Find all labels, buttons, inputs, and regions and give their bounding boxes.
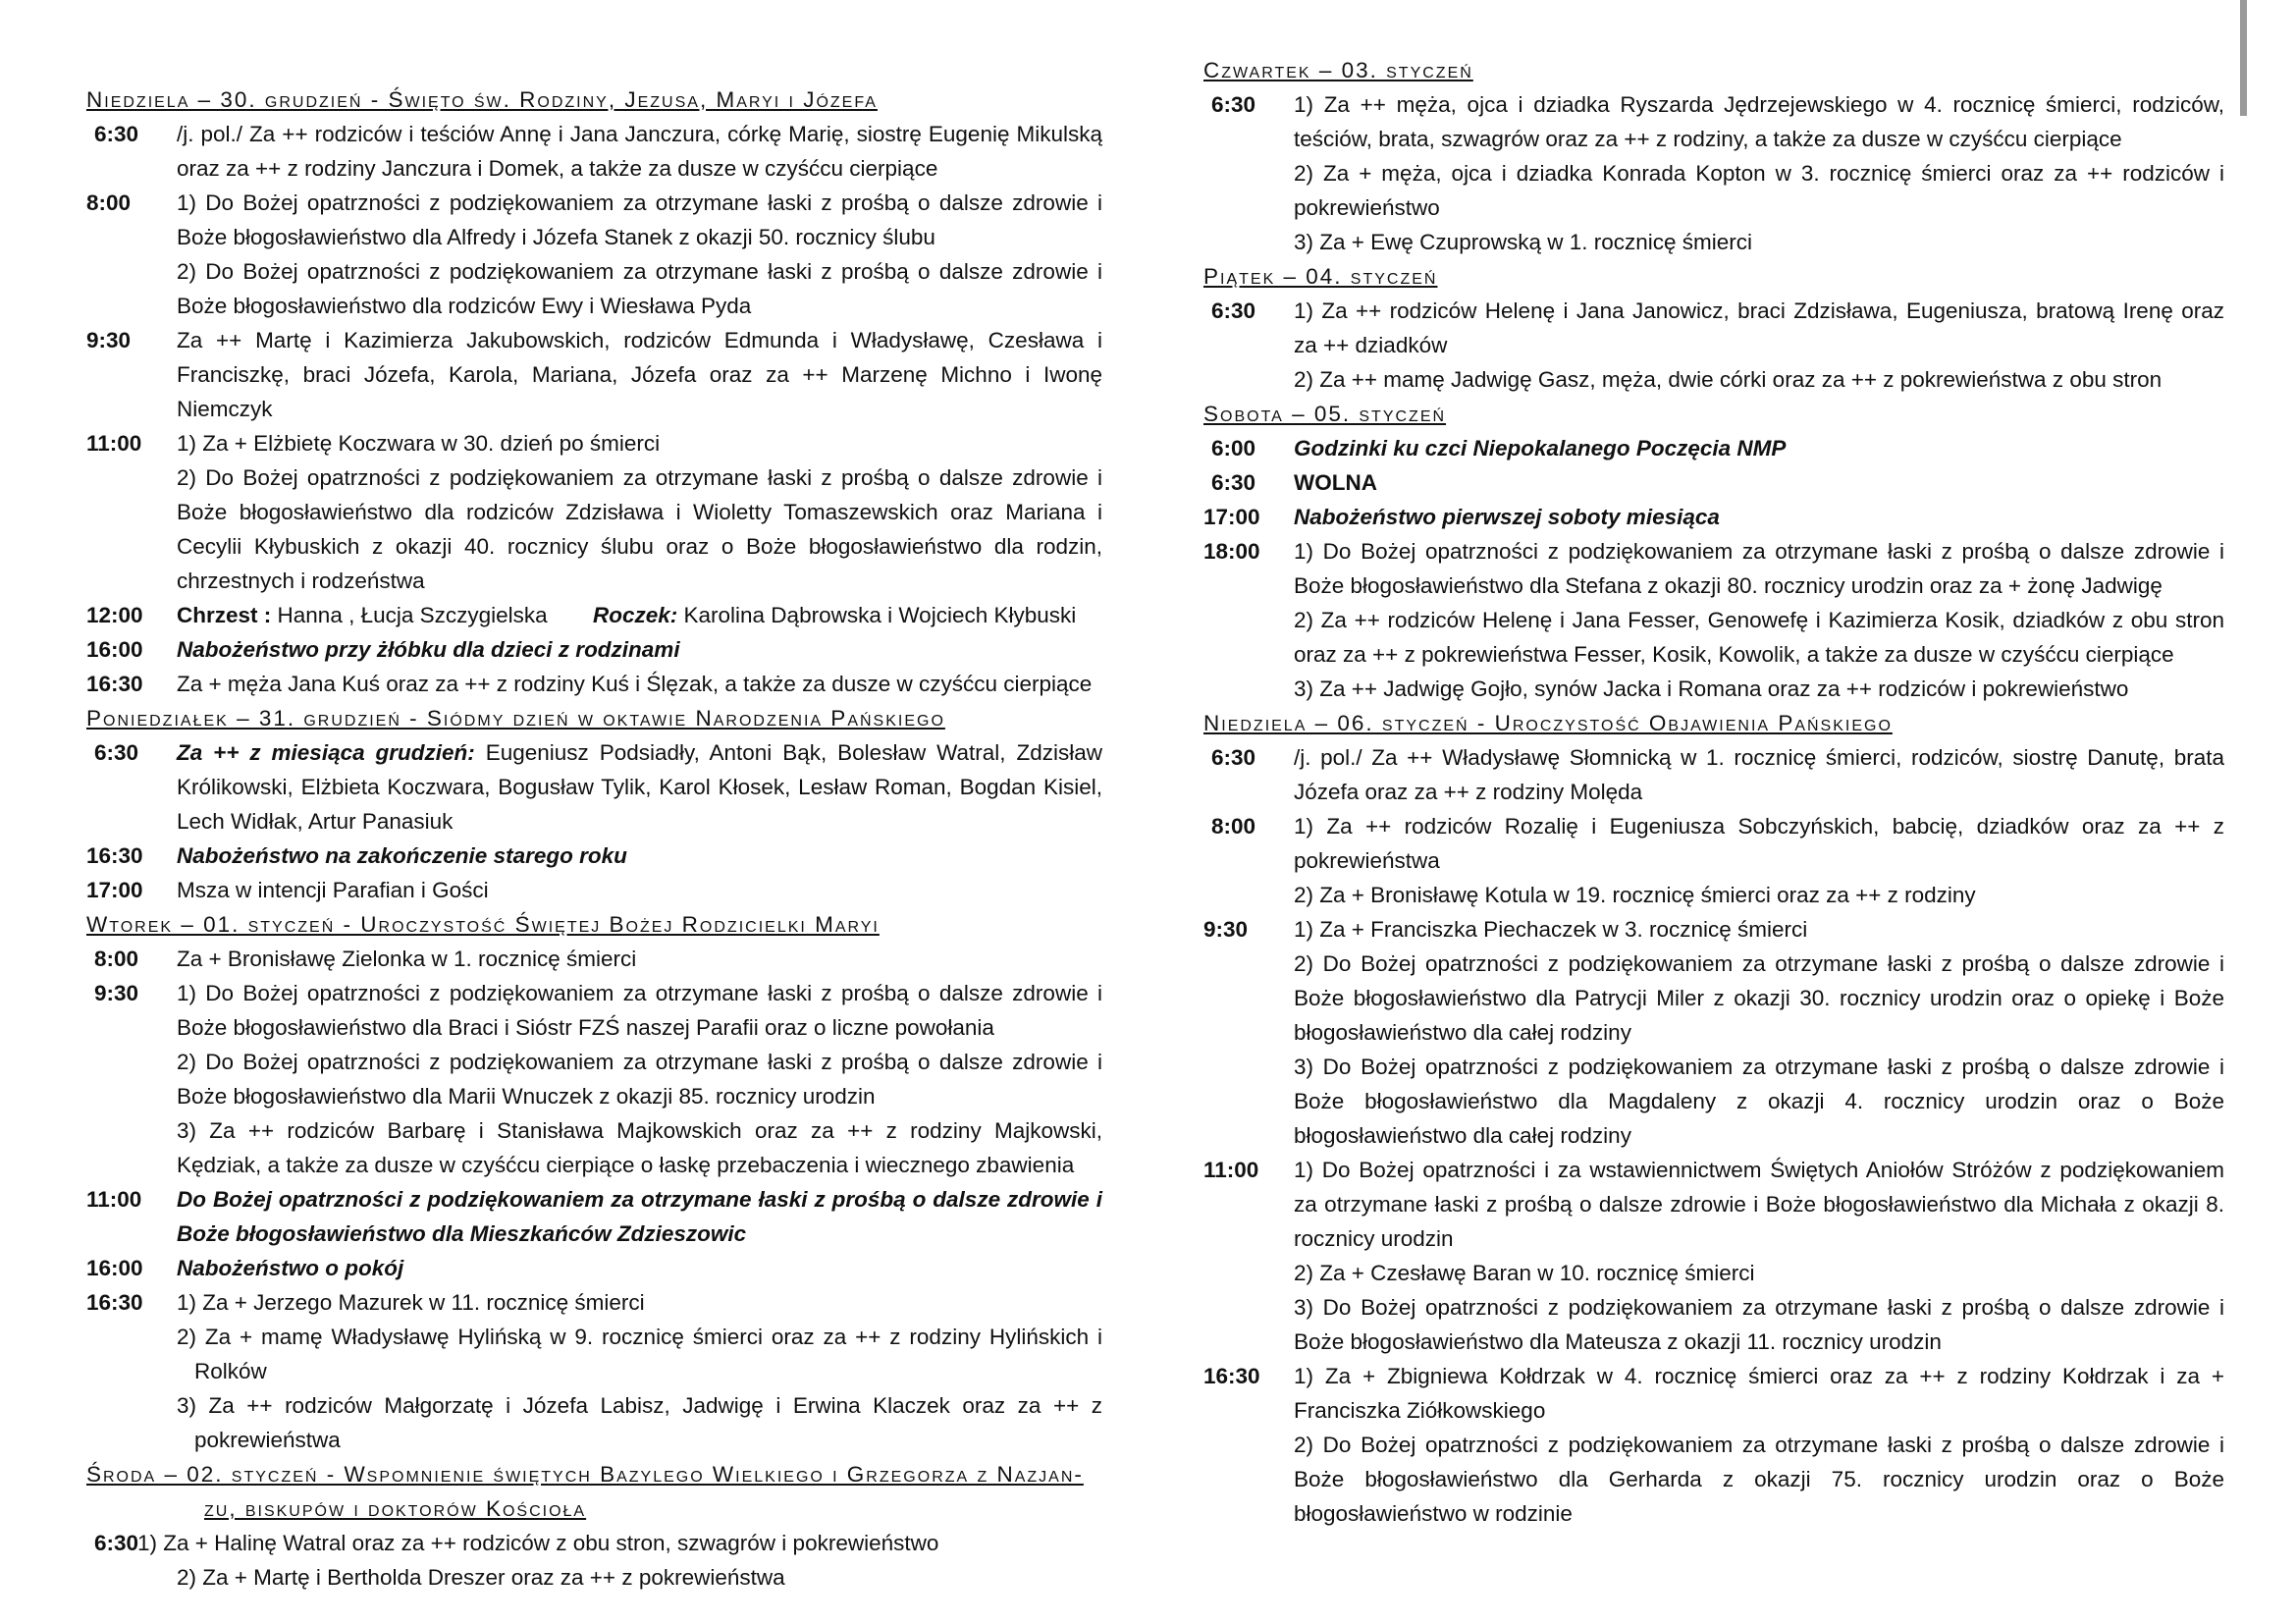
heading-line-1: Środa – 02. styczeń - Wspomnienie świętych Bazylego Wielkiego i Grzegorza z Nazjan- — [86, 1462, 1084, 1487]
intention: Za ++ Martę i Kazimierza Jakubowskich, rodziców Edmunda i Władysławę, Czesława i Franciszkę, braci Józefa, Karola, Mariana, Józefa oraz za ++ Marzenę Michno i Iwonę Niemczyk — [177, 328, 1102, 421]
intention: 3) Za ++ rodziców Małgorzatę i Józefa Labisz, Jadwigę i Erwina Klaczek oraz za ++ z pokrewieństwa — [177, 1393, 1102, 1452]
intention: 1) Do Bożej opatrzności z podziękowaniem za otrzymane łaski z prośbą o dalsze zdrowie i Boże błogosławieństwo dla Braci i Sióstr FZŚ naszej Parafii oraz o liczne powołania — [177, 981, 1102, 1040]
mass-time: 16:30 — [86, 1290, 143, 1315]
intention: Msza w intencji Parafian i Gości — [177, 878, 489, 902]
mass-entry — [1203, 912, 2224, 1153]
mass-entry — [86, 426, 1102, 598]
mass-entry — [1203, 87, 2224, 259]
mass-time: 8:00 — [1211, 814, 1256, 839]
mass-entry — [1203, 534, 2224, 706]
mass-time: 6:30 — [1211, 470, 1256, 495]
mass-time: 6:30 — [94, 1531, 139, 1555]
intention: 2) Za + Martę i Bertholda Dreszer oraz za ++ z pokrewieństwa — [177, 1565, 785, 1590]
mass-time: 17:00 — [1203, 505, 1260, 529]
intention: 3) Za ++ Jadwigę Gojło, synów Jacka i Romana oraz za ++ rodziców i pokrewieństwo — [1294, 677, 2129, 701]
mass-time: 17:00 — [86, 878, 143, 902]
mass-time: 6:30 — [1211, 92, 1256, 117]
intention: 1) Za + Franciszka Piechaczek w 3. rocznicę śmierci — [1294, 917, 1808, 942]
scrollbar-thumb[interactable] — [2240, 0, 2247, 116]
intention: 3) Do Bożej opatrzności z podziękowaniem za otrzymane łaski z prośbą o dalsze zdrowie i Boże błogosławieństwo dla Mateusza z okazji 11. rocznicy urodzin — [1294, 1295, 2224, 1354]
right-column — [1203, 0, 2224, 1531]
intention: /j. pol./ Za ++ Władysławę Słomnicką w 1. rocznicę śmierci, rodziców, siostrę Danutę, brata Józefa oraz za ++ z rodziny Molęda — [1294, 745, 2224, 804]
month-names: Eugeniusz Podsiadły, Antoni Bąk, Bolesław Watral, Zdzisław Królikowski, Elżbieta Koczwara, Bogusław Tylik, Karol Kłosek, Lesław Roman, Bogdan Kisiel, Lech Widłak, Artur Panasiuk — [177, 740, 1102, 834]
mass-time: 8:00 — [86, 190, 132, 215]
birthday-label: Roczek: — [592, 603, 678, 627]
mass-time: 11:00 — [86, 1187, 142, 1212]
mass-entry — [86, 117, 1102, 186]
mass-entry — [86, 942, 1102, 976]
intention: 2) Za + mamę Władysławę Hylińską w 9. rocznicę śmierci oraz za ++ z rodziny Hylińskich i Rolków — [177, 1325, 1102, 1383]
mass-entry — [86, 839, 1102, 873]
mass-entry — [1203, 431, 2224, 465]
mass-time: 16:00 — [86, 637, 143, 662]
day-heading-friday-04: Piątek – 04. styczeń — [1203, 264, 1438, 289]
day-heading-tuesday-01: Wtorek – 01. styczeń - Uroczystość Świętej Bożej Rodzicielki Maryi — [86, 912, 880, 937]
intention: 1) Za ++ rodziców Rozalię i Eugeniusza Sobczyńskich, babcię, dziadków oraz za ++ z pokrewieństwa — [1294, 814, 2224, 873]
mass-time: 6:30 — [1211, 298, 1256, 323]
intention: /j. pol./ Za ++ rodziców i teściów Annę i Jana Janczura, córkę Marię, siostrę Eugenię Mikulską oraz za ++ z rodziny Janczura i Domek, a także za dusze w czyśćcu cierpiące — [177, 122, 1102, 181]
intention: 2) Za + Bronisławę Kotula w 19. rocznicę śmierci oraz za ++ z rodziny — [1294, 883, 1976, 907]
intention — [177, 735, 1102, 839]
mass-time: 6:30 — [94, 740, 139, 765]
intention: 1) Za + Zbigniewa Kołdrzak w 4. rocznicę śmierci oraz za ++ z rodziny Kołdrzak i za + Franciszka Ziółkowskiego — [1294, 1364, 2224, 1423]
service: Nabożeństwo o pokój — [177, 1256, 404, 1280]
intention: 2) Do Bożej opatrzności z podziękowaniem za otrzymane łaski z prośbą o dalsze zdrowie i Boże błogosławieństwo dla Patrycji Miler z okazji 30. rocznicy urodzin oraz o opiekę i Boże błogosławieństwo dla całej rodziny — [1294, 951, 2224, 1045]
mass-entry — [1203, 809, 2224, 912]
intention: Za + męża Jana Kuś oraz za ++ z rodziny Kuś i Ślęzak, a także za dusze w czyśćcu cierpiące — [177, 672, 1093, 696]
intention: 1) Za + Halinę Watral oraz za ++ rodziców z obu stron, szwagrów i pokrewieństwo — [137, 1531, 939, 1555]
mass-entry — [1203, 1359, 2224, 1531]
mass-time: 16:30 — [86, 672, 143, 696]
heading-line-2: zu, biskupów i doktorów Kościoła — [204, 1496, 587, 1521]
baptism-label: Chrzest : — [177, 603, 272, 627]
service: Nabożeństwo pierwszej soboty miesiąca — [1294, 505, 1720, 529]
intention: 3) Za + Ewę Czuprowską w 1. rocznicę śmierci — [1294, 230, 1753, 254]
intention: 2) Do Bożej opatrzności z podziękowaniem za otrzymane łaski z prośbą o dalsze zdrowie i Boże błogosławieństwo dla Marii Wnuczek z okazji 85. rocznicy urodzin — [177, 1050, 1102, 1109]
mass-entry — [86, 632, 1102, 667]
intention: 1) Za + Jerzego Mazurek w 11. rocznicę śmierci — [177, 1290, 645, 1315]
day-heading-wednesday-02 — [86, 1457, 1102, 1526]
day-heading-sunday-30: Niedziela – 30. grudzień - Święto św. Rodziny, Jezusa, Maryi i Józefa — [86, 87, 878, 112]
intention: 2) Za ++ mamę Jadwigę Gasz, męża, dwie córki oraz za ++ z pokrewieństwa z obu stron — [1294, 367, 2163, 392]
intention: Za + Bronisławę Zielonka w 1. rocznicę śmierci — [177, 947, 637, 971]
mass-entry — [1203, 465, 2224, 500]
mass-time: 11:00 — [1203, 1158, 1259, 1182]
mass-entry — [86, 1182, 1102, 1251]
intention: 1) Do Bożej opatrzności i za wstawiennictwem Świętych Aniołów Stróżów z podziękowaniem za otrzymane łaski z prośbą o dalsze zdrowie i Boże błogosławieństwo dla Michała z okazji 8. rocznicy urodzin — [1294, 1158, 2224, 1251]
intention: 1) Do Bożej opatrzności z podziękowaniem za otrzymane łaski z prośbą o dalsze zdrowie i Boże błogosławieństwo dla Alfredy i Józefa Stanek z okazji 50. rocznicy ślubu — [177, 190, 1102, 249]
day-heading-sunday-06: Niedziela – 06. styczeń - Uroczystość Objawienia Pańskiego — [1203, 711, 1893, 735]
mass-entry — [1203, 740, 2224, 809]
mass-entry — [1203, 1153, 2224, 1359]
intention: 2) Do Bożej opatrzności z podziękowaniem za otrzymane łaski z prośbą o dalsze zdrowie i Boże błogosławieństwo dla Gerharda z okazji 75. rocznicy urodzin oraz o Boże błogosławieństwo w rodzinie — [1294, 1433, 2224, 1526]
service: Godzinki ku czci Niepokalanego Poczęcia NMP — [1294, 436, 1787, 460]
mass-time: 9:30 — [86, 328, 132, 352]
day-heading-saturday-05: Sobota – 05. styczeń — [1203, 402, 1447, 426]
birthday-names: Karolina Dąbrowska i Wojciech Kłybuski — [683, 603, 1077, 627]
intention: 2) Do Bożej opatrzności z podziękowaniem za otrzymane łaski z prośbą o dalsze zdrowie i Boże błogosławieństwo dla rodziców Zdzisława i Wioletty Tomaszewskich oraz Mariana i Cecylii Kłybuskich z okazji 40. rocznicy ślubu oraz o Boże błogosławieństwo dla rodzin, chrzestnych i rodzeństwa — [177, 465, 1102, 593]
intention: 2) Za + męża, ojca i dziadka Konrada Kopton w 3. rocznicę śmierci oraz za ++ rodziców i pokrewieństwo — [1294, 161, 2224, 220]
intention: 3) Do Bożej opatrzności z podziękowaniem za otrzymane łaski z prośbą o dalsze zdrowie i Boże błogosławieństwo dla Magdaleny z okazji 4. rocznicy urodzin oraz o Boże błogosławieństwo dla całej rodziny — [1294, 1055, 2224, 1148]
intention: 2) Do Bożej opatrzności z podziękowaniem za otrzymane łaski z prośbą o dalsze zdrowie i Boże błogosławieństwo dla rodziców Ewy i Wiesława Pyda — [177, 259, 1102, 318]
mass-time: 9:30 — [94, 981, 139, 1005]
intention: 3) Za ++ rodziców Barbarę i Stanisława Majkowskich oraz za ++ z rodziny Majkowski, Kędziak, a także za dusze w czyśćcu cierpiące o łaskę przebaczenia i wiecznego zbawienia — [177, 1118, 1102, 1177]
intention: 1) Za ++ męża, ojca i dziadka Ryszarda Jędrzejewskiego w 4. rocznicę śmierci, rodziców, teściów, brata, szwagrów oraz za ++ z rodziny, a także za dusze w czyśćcu cierpiące — [1294, 92, 2224, 151]
mass-time: 6:30 — [1211, 745, 1256, 770]
left-column — [86, 0, 1102, 1595]
day-heading-thursday-03: Czwartek – 03. styczeń — [1203, 58, 1473, 82]
intention: Do Bożej opatrzności z podziękowaniem za otrzymane łaski z prośbą o dalsze zdrowie i Boże błogosławieństwo dla Mieszkańców Zdzieszowic — [177, 1187, 1102, 1246]
mass-time: 18:00 — [1203, 539, 1260, 564]
mass-entry — [86, 976, 1102, 1182]
mass-time: 16:00 — [86, 1256, 143, 1280]
mass-time: 6:00 — [1211, 436, 1256, 460]
intention: 2) Za + Czesławę Baran w 10. rocznicę śmierci — [1294, 1261, 1755, 1285]
mass-entry — [1203, 294, 2224, 397]
service: WOLNA — [1294, 470, 1377, 495]
mass-time: 12:00 — [86, 603, 143, 627]
mass-time: 8:00 — [94, 947, 139, 971]
mass-time: 6:30 — [94, 122, 139, 146]
mass-entry — [86, 186, 1102, 323]
mass-time: 16:30 — [1203, 1364, 1260, 1388]
mass-time: 11:00 — [86, 431, 142, 456]
intention: 1) Do Bożej opatrzności z podziękowaniem za otrzymane łaski z prośbą o dalsze zdrowie i Boże błogosławieństwo dla Stefana z okazji 80. rocznicy urodzin oraz za + żonę Jadwigę — [1294, 539, 2224, 598]
mass-entry — [86, 1285, 1102, 1457]
service: Nabożeństwo na zakończenie starego roku — [177, 843, 627, 868]
mass-entry — [86, 735, 1102, 839]
intention — [177, 598, 1102, 632]
mass-entry — [1203, 500, 2224, 534]
day-heading-monday-31: Poniedziałek – 31. grudzień - Siódmy dzień w oktawie Narodzenia Pańskiego — [86, 706, 945, 731]
mass-time: 9:30 — [1203, 917, 1249, 942]
intention: 1) Za + Elżbietę Koczwara w 30. dzień po śmierci — [177, 431, 661, 456]
mass-entry — [86, 598, 1102, 632]
intention: 1) Za ++ rodziców Helenę i Jana Janowicz, braci Zdzisława, Eugeniusza, bratową Irenę oraz za ++ dziadków — [1294, 298, 2224, 357]
mass-time: 16:30 — [86, 843, 143, 868]
mass-entry — [86, 1526, 1102, 1595]
mass-entry — [86, 323, 1102, 426]
mass-entry — [86, 873, 1102, 907]
month-label: Za ++ z miesiąca grudzień: — [177, 740, 475, 765]
mass-entry — [86, 667, 1102, 701]
baptism-names: Hanna , Łucja Szczygielska — [277, 603, 548, 627]
mass-entry — [86, 1251, 1102, 1285]
intention: 2) Za ++ rodziców Helenę i Jana Fesser, Genowefę i Kazimierza Kosik, dziadków z obu stron oraz za ++ z pokrewieństwa Fesser, Kosik, Kowolik, a także za dusze w czyśćcu cierpiące — [1294, 608, 2224, 667]
service: Nabożeństwo przy żłóbku dla dzieci z rodzinami — [177, 637, 680, 662]
